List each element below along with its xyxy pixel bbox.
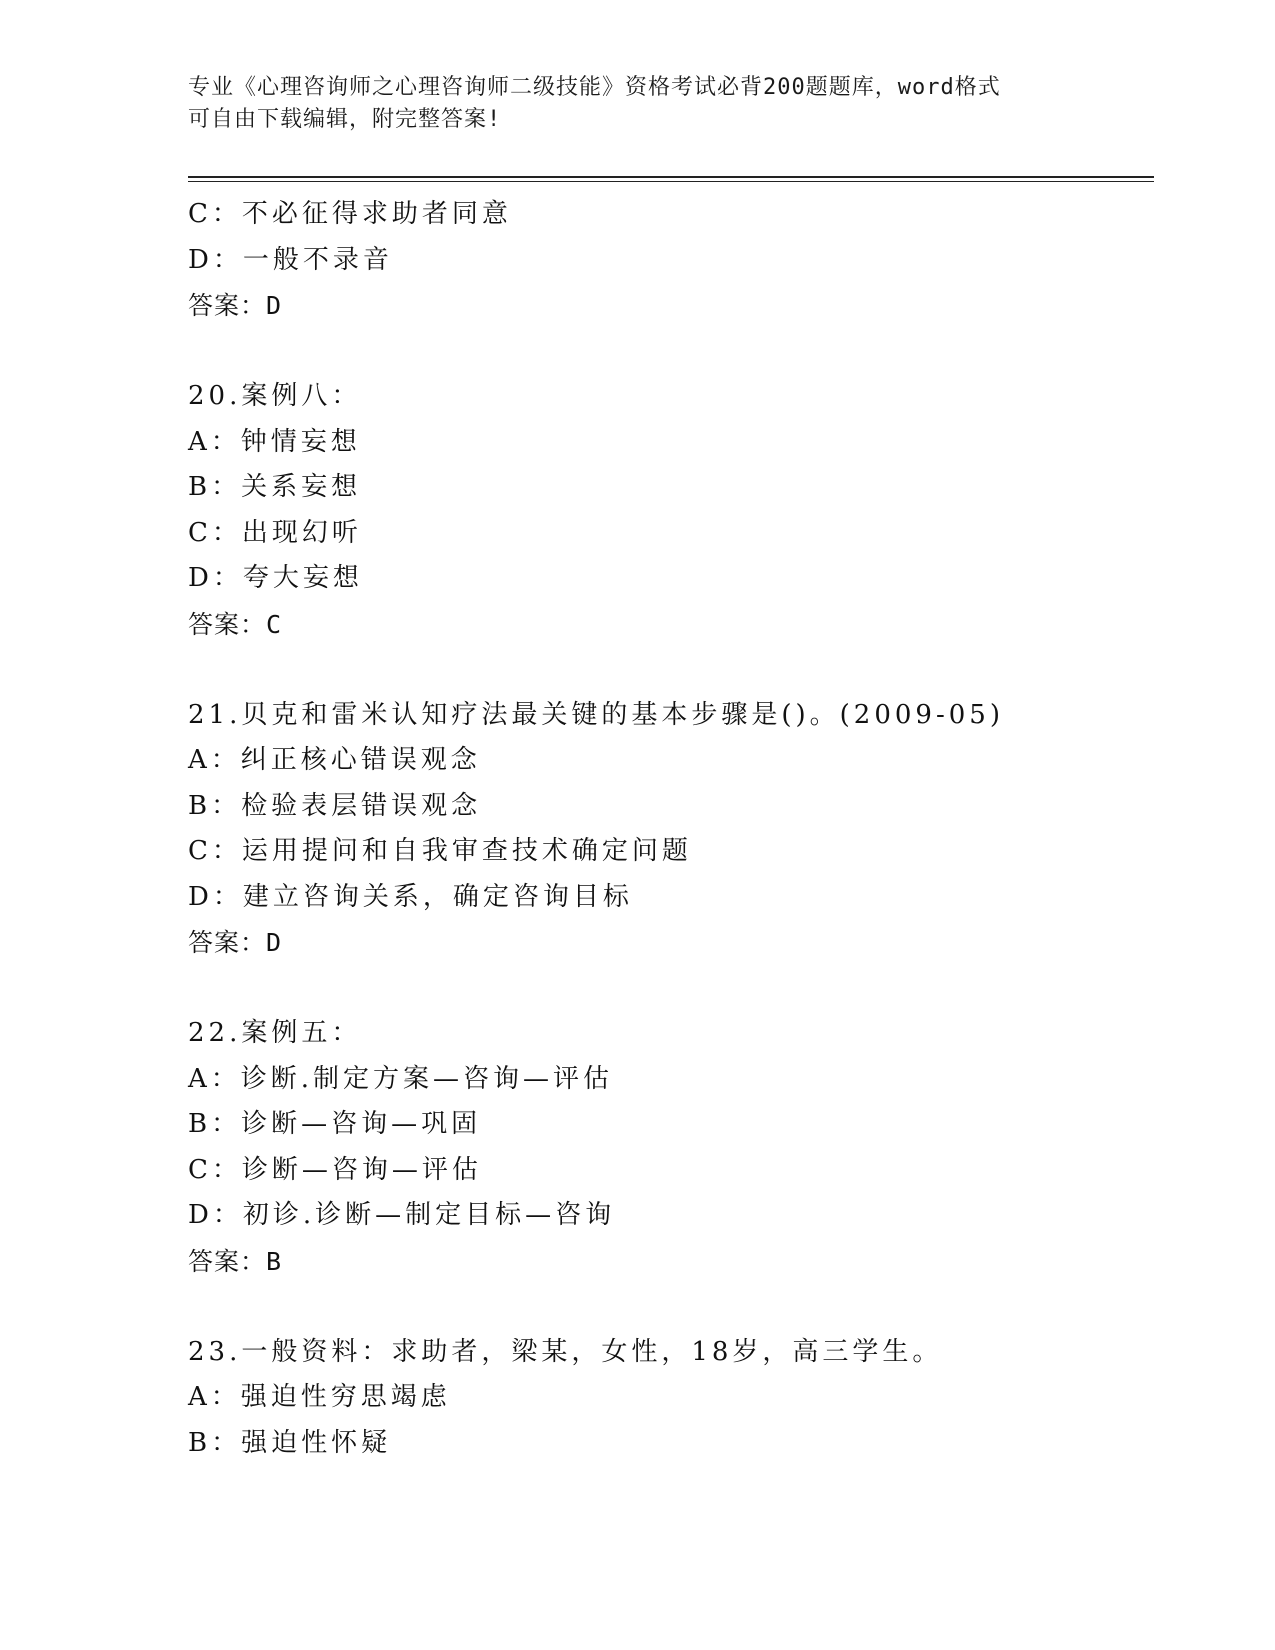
option-c: C：出现幻听 xyxy=(188,517,362,548)
question-text: 23.一般资料：求助者，梁某，女性，18岁，高三学生。 xyxy=(188,1336,943,1367)
option-a: A：纠正核心错误观念 xyxy=(188,745,481,775)
question-21 xyxy=(188,693,1148,966)
question-20 xyxy=(188,374,1148,647)
option-b: B：检验表层错误观念 xyxy=(188,790,482,821)
option-d: D：一般不录音 xyxy=(188,244,393,275)
question-text: 21.贝克和雷米认知疗法最关键的基本步骤是()。(2009-05) xyxy=(188,699,1004,730)
answer-line: 答案：C xyxy=(188,609,283,639)
document-header xyxy=(188,72,1088,136)
option-d: D：建立咨询关系，确定咨询目标 xyxy=(188,881,633,912)
option-a: A：钟情妄想 xyxy=(188,426,361,457)
spacer xyxy=(188,329,1148,375)
answer-line: 答案：B xyxy=(188,1246,283,1276)
option-a: A：强迫性穷思竭虑 xyxy=(188,1382,451,1412)
option-c: C：诊断—咨询—评估 xyxy=(188,1154,482,1185)
answer-line: 答案：D xyxy=(188,291,283,320)
header-divider-thin xyxy=(188,181,1154,182)
option-a: A：诊断.制定方案—咨询—评估 xyxy=(188,1063,614,1094)
spacer xyxy=(188,1284,1148,1330)
question-list xyxy=(188,192,1148,1466)
header-title-line-1: 专业《心理咨询师之心理咨询师二级技能》资格考试必背200题题库，word格式 xyxy=(188,75,1001,100)
question-23 xyxy=(188,1330,1148,1467)
question-19 xyxy=(188,192,1148,329)
answer-line: 答案：D xyxy=(188,928,283,957)
spacer xyxy=(188,647,1148,693)
option-c: C：运用提问和自我审查技术确定问题 xyxy=(188,836,692,866)
option-b: B：强迫性怀疑 xyxy=(188,1427,392,1458)
option-d: D：夸大妄想 xyxy=(188,563,363,593)
question-text: 22.案例五： xyxy=(188,1018,362,1048)
question-22 xyxy=(188,1011,1148,1284)
option-b: B：诊断—咨询—巩固 xyxy=(188,1109,482,1139)
option-b: B：关系妄想 xyxy=(188,472,362,502)
header-title-line-2: 可自由下载编辑，附完整答案! xyxy=(188,107,502,132)
spacer xyxy=(188,966,1148,1012)
header-divider-thick xyxy=(188,176,1154,178)
option-c: C：不必征得求助者同意 xyxy=(188,199,512,229)
question-text: 20.案例八： xyxy=(188,381,362,411)
option-d: D：初诊.诊断—制定目标—咨询 xyxy=(188,1200,616,1230)
